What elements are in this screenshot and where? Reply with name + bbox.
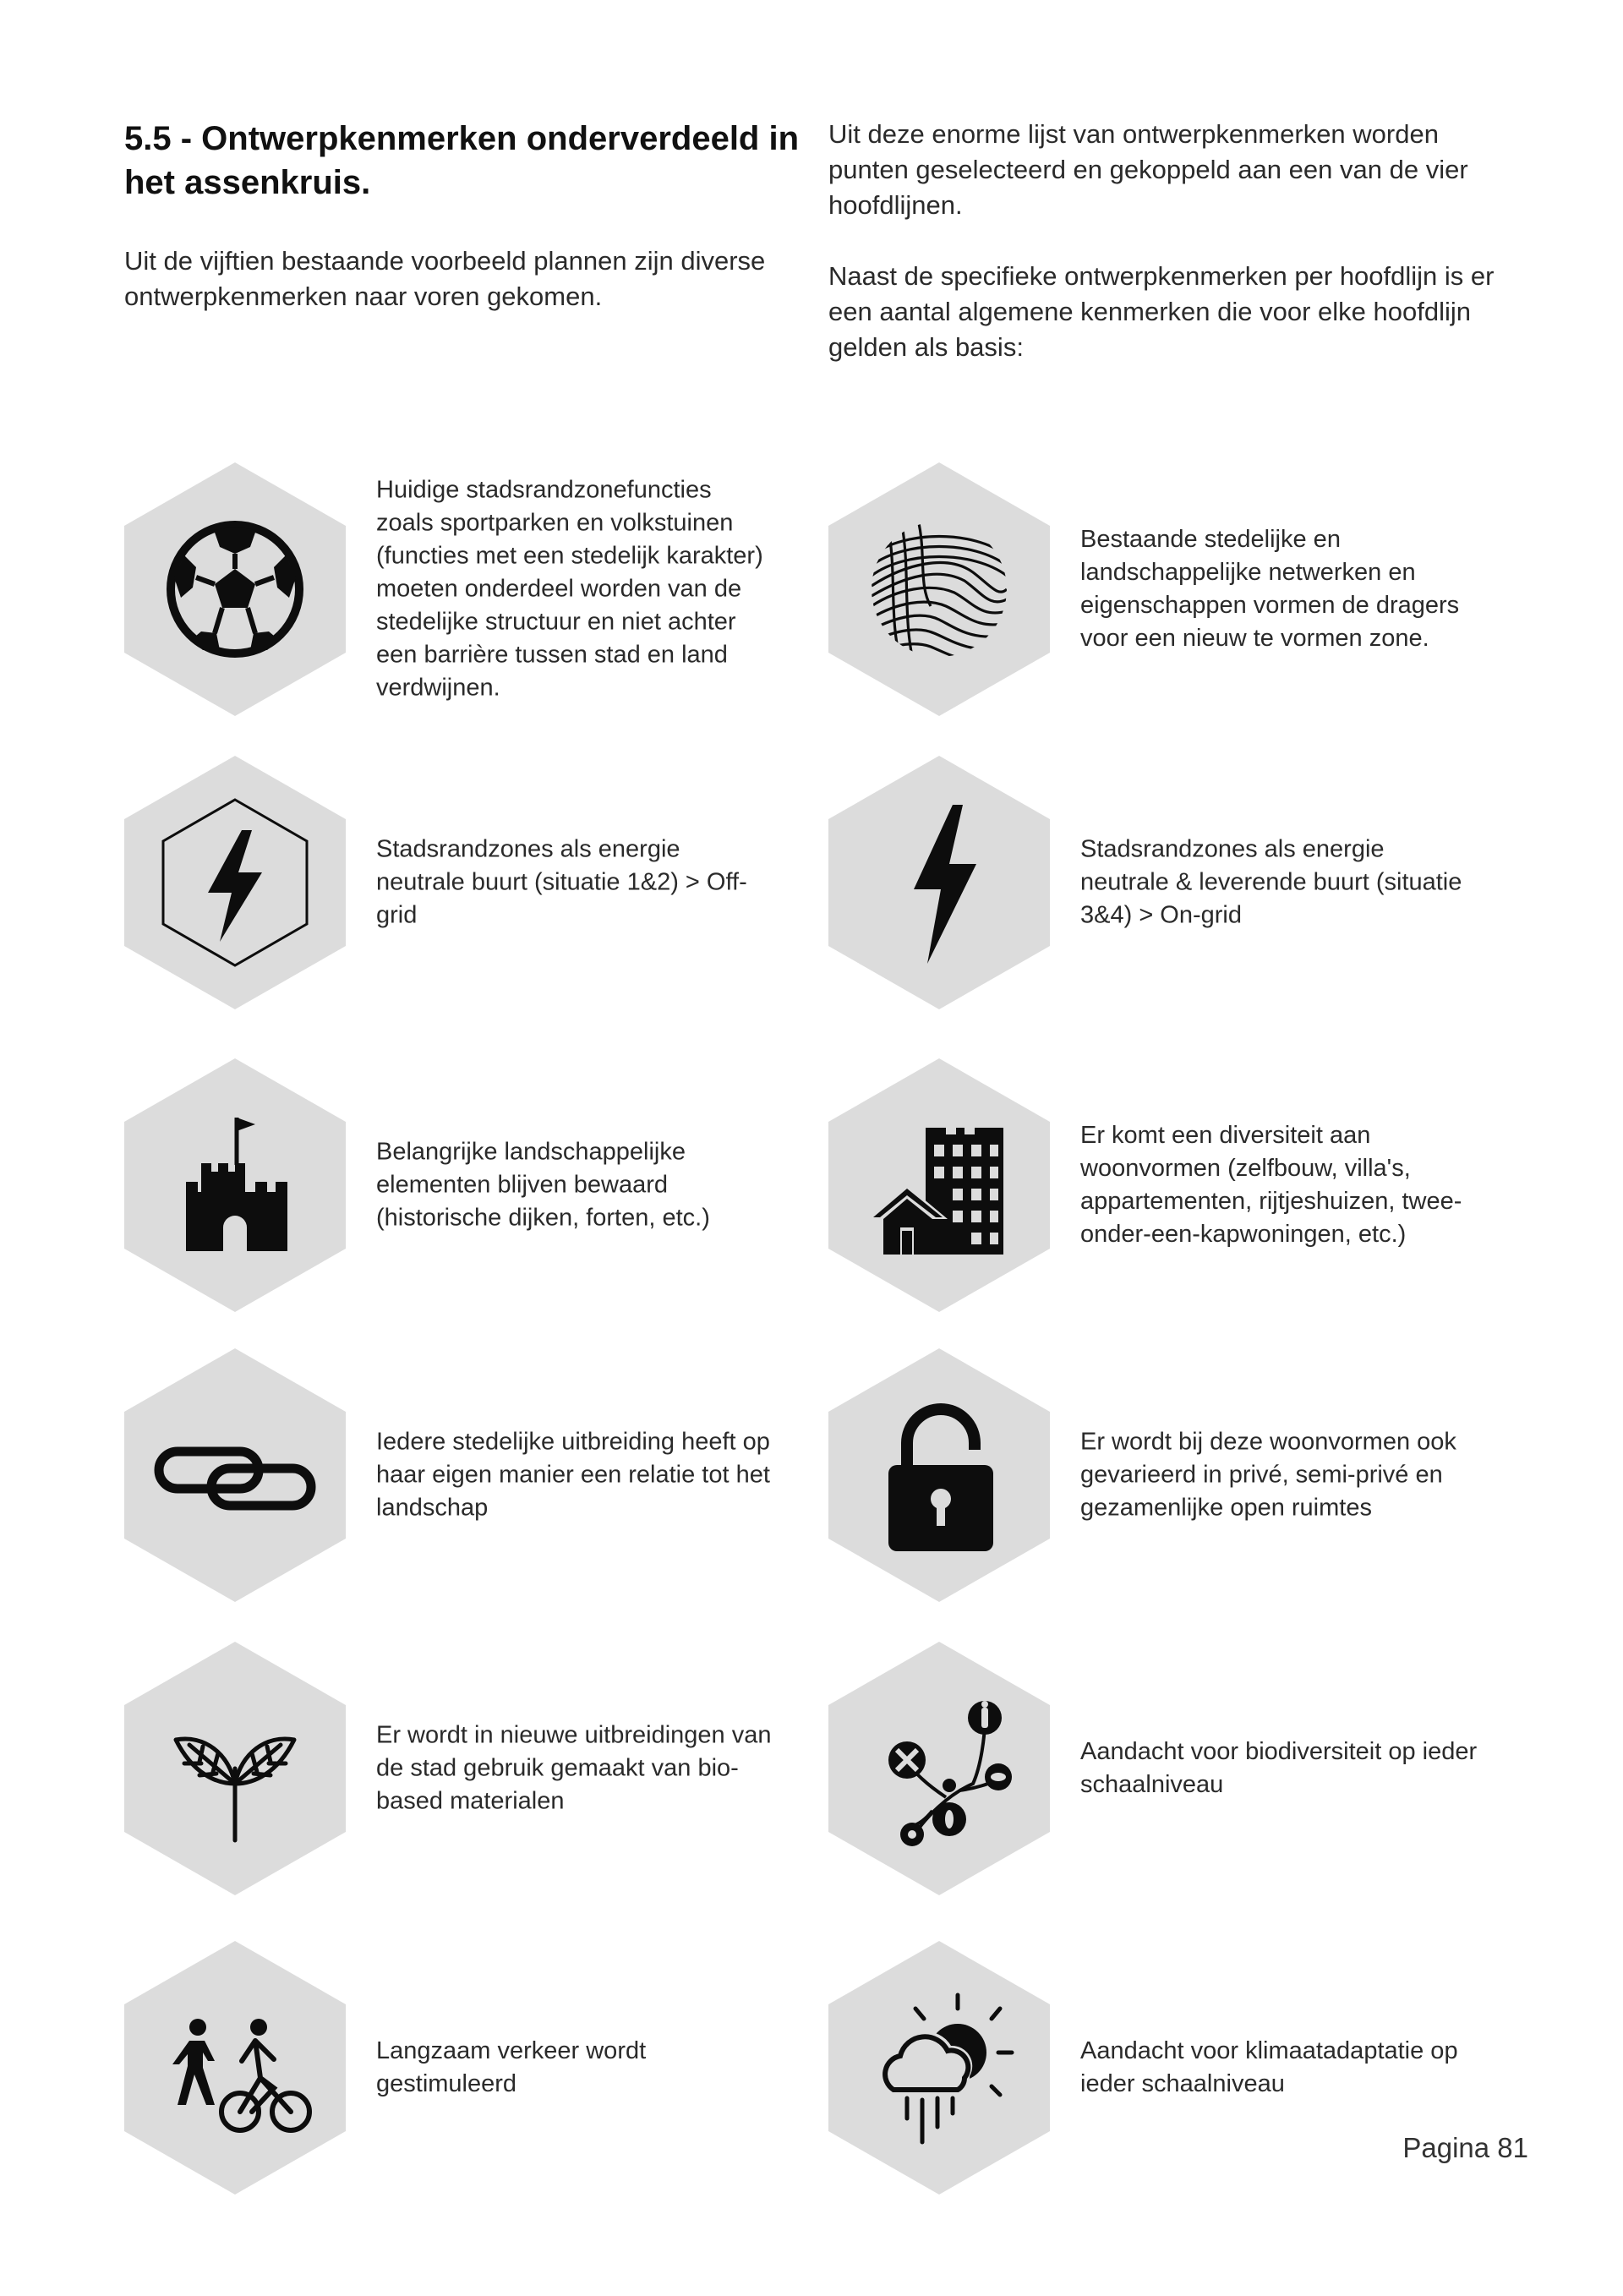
- feature-text: Huidige stadsrandzonefuncties zoals sportparken en volkstuinen (functies met een stedelijk karakter) moeten onderdeel worden van de stedelijke structuur en niet achter een barrière tussen stad en land verdwijnen.: [376, 476, 763, 702]
- chain-link-icon: [150, 1391, 320, 1560]
- intro-right-paragraph-1: Uit deze enorme lijst van ontwerpkenmerken worden punten geselecteerd en gekoppeld aan een van de vier hoofdlijnen.: [828, 119, 1468, 220]
- feature-text: Er komt een diversiteit aan woonvormen (zelfbouw, villa's, appartementen, rijtjeshuizen, twee-onder-een-kapwoningen, etc.): [1080, 1122, 1462, 1248]
- feature-text: Stadsrandzones als energie neutrale & leverende buurt (situatie 3&4) > On-grid: [1080, 835, 1462, 929]
- sun-cloud-rain-icon: [855, 1983, 1024, 2152]
- feature-sports-parks: [124, 462, 817, 716]
- feature-text: Iedere stedelijke uitbreiding heeft op haar eigen manier een relatie tot het landschap: [376, 1428, 770, 1522]
- intro-right-column: [828, 117, 1522, 365]
- feature-text: Aandacht voor klimaatadaptatie op ieder schaalniveau: [1080, 2037, 1458, 2097]
- lightning-hexagon-icon: [150, 798, 320, 967]
- hexagon-badge: [828, 1642, 1050, 1895]
- feature-slow-traffic: [124, 1941, 817, 2195]
- feature-text: Er wordt in nieuwe uitbreidingen van de stad gebruik gemaakt van bio-based materialen: [376, 1721, 772, 1815]
- hexagon-badge: [124, 1642, 346, 1895]
- hexagon-badge: [828, 1348, 1050, 1602]
- fingerprint-terrain-icon: [855, 505, 1024, 674]
- intro-left-column: [124, 117, 817, 314]
- feature-private-spaces: [828, 1348, 1522, 1602]
- feature-text: Bestaande stedelijke en landschappelijke netwerken en eigenschappen vormen de dragers voor een nieuw te vormen zone.: [1080, 526, 1460, 652]
- feature-text: Aandacht voor biodiversiteit op ieder schaalniveau: [1080, 1738, 1478, 1798]
- hexagon-badge: [828, 756, 1050, 1009]
- buildings-house-icon: [855, 1101, 1024, 1270]
- feature-landscape-elements: [124, 1058, 817, 1312]
- sprout-icon: [150, 1684, 320, 1853]
- feature-text: Langzaam verkeer wordt gestimuleerd: [376, 2037, 647, 2097]
- feature-off-grid: [124, 756, 817, 1009]
- hexagon-badge: [124, 1058, 346, 1312]
- feature-housing-diversity: [828, 1058, 1522, 1312]
- hexagon-badge: [828, 1058, 1050, 1312]
- section-title: 5.5 - Ontwerpkenmerken onderverdeeld in het assenkruis.: [124, 120, 800, 201]
- hexagon-badge: [828, 462, 1050, 716]
- feature-landscape-relation: [124, 1348, 817, 1602]
- lightning-icon: [855, 798, 1024, 967]
- castle-flag-icon: [150, 1101, 320, 1270]
- feature-on-grid: [828, 756, 1522, 1009]
- hexagon-badge: [124, 1348, 346, 1602]
- feature-existing-networks: [828, 462, 1522, 716]
- hexagon-badge: [828, 1941, 1050, 2195]
- feature-bio-based: [124, 1642, 817, 1895]
- feature-text: Stadsrandzones als energie neutrale buurt (situatie 1&2) > Off-grid: [376, 835, 747, 929]
- intro-right-paragraph-2: Naast de specifieke ontwerpkenmerken per hoofdlijn is er een aantal algemene kenmerken die voor elke hoofdlijn gelden als basis:: [828, 261, 1495, 362]
- hexagon-badge: [124, 1941, 346, 2195]
- feature-text: Belangrijke landschappelijke elementen blijven bewaard (historische dijken, forten, etc.): [376, 1138, 710, 1232]
- hexagon-badge: [124, 462, 346, 716]
- padlock-icon: [855, 1391, 1024, 1560]
- page-number: Pagina 81: [1402, 2132, 1528, 2163]
- hexagon-badge: [124, 756, 346, 1009]
- intro-left-paragraph: Uit de vijftien bestaande voorbeeld plannen zijn diverse ontwerpkenmerken naar voren gekomen.: [124, 246, 766, 311]
- pedestrian-cyclist-icon: [150, 1983, 320, 2152]
- feature-text: Er wordt bij deze woonvormen ook gevarieerd in privé, semi-privé en gezamenlijke open ruimtes: [1080, 1428, 1456, 1522]
- soccer-ball-icon: [150, 505, 320, 674]
- biodiversity-network-icon: [855, 1684, 1024, 1853]
- feature-biodiversity: [828, 1642, 1522, 1895]
